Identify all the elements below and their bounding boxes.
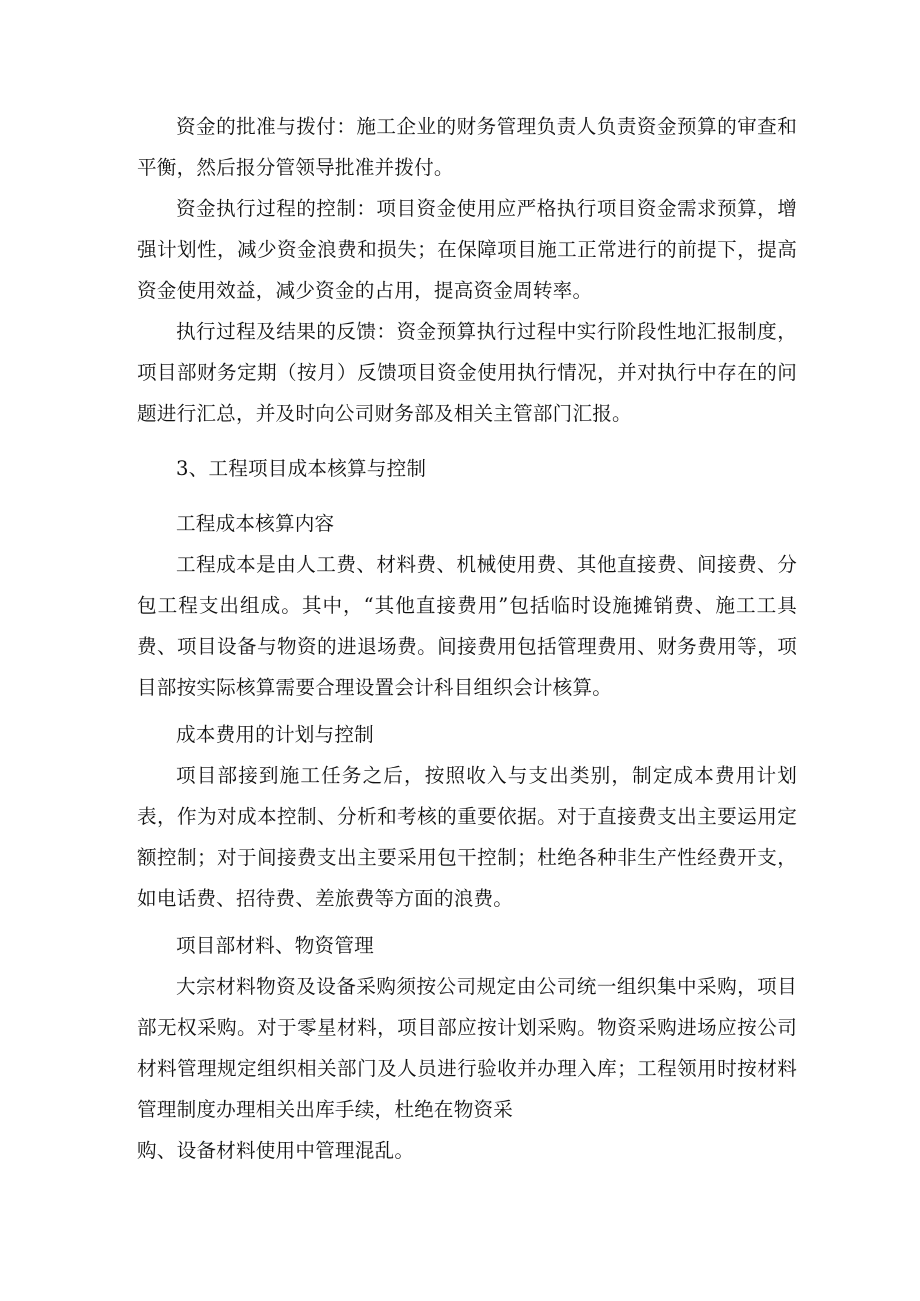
paragraph-materials-line-2: 购、设备材料使用中管理混乱。: [137, 1139, 415, 1162]
subsection-heading-cost-planning: 成本费用的计划与控制: [176, 723, 374, 746]
section-heading: 3、工程项目成本核算与控制: [176, 457, 427, 480]
paragraph-fund-execution-control: 资金执行过程的控制：项目资金使用应严格执行项目资金需求预算，增强计划性，减少资金浪费和损失；在保障项目施工正常进行的前提下，提高资金使用效益，减少资金的占用，提高资金周转率。: [137, 197, 797, 302]
document-body: [137, 106, 797, 1171]
subsection-heading-materials: 项目部材料、物资管理: [176, 934, 374, 957]
paragraph-materials: [137, 966, 797, 1171]
subsection-heading-cost-accounting: 工程成本核算内容: [176, 512, 335, 535]
paragraph-materials-line-1: 大宗材料物资及设备采购须按公司规定由公司统一组织集中采购，项目部无权采购。对于零星材料，项目部应按计划采购。物资采购进场应按公司材料管理规定组织相关部门及人员进行验收并办理入库；工程领用时按材料管理制度办理相关出库手续，杜绝在物资采: [137, 975, 797, 1121]
paragraph-cost-planning: 项目部接到施工任务之后，按照收入与支出类别，制定成本费用计划表，作为对成本控制、分析和考核的重要依据。对于直接费支出主要运用定额控制；对于间接费支出主要采用包干控制；杜绝各种非生产性经费开支，如电话费、招待费、差旅费等方面的浪费。: [137, 764, 797, 910]
paragraph-cost-accounting: 工程成本是由人工费、材料费、机械使用费、其他直接费、间接费、分包工程支出组成。其中，“其他直接费用”包括临时设施摊销费、施工工具费、项目设备与物资的进退场费。间接费用包括管理费用、财务费用等，项目部按实际核算需要合理设置会计科目组织会计核算。: [137, 553, 797, 699]
paragraph-fund-approval: 资金的批准与拨付：施工企业的财务管理负责人负责资金预算的审查和平衡，然后报分管领导批准并拨付。: [137, 115, 797, 179]
paragraph-execution-feedback: 执行过程及结果的反馈：资金预算执行过程中实行阶段性地汇报制度，项目部财务定期（按月）反馈项目资金使用执行情况，并对执行中存在的问题进行汇总，并及时向公司财务部及相关主管部门汇报。: [137, 320, 797, 425]
